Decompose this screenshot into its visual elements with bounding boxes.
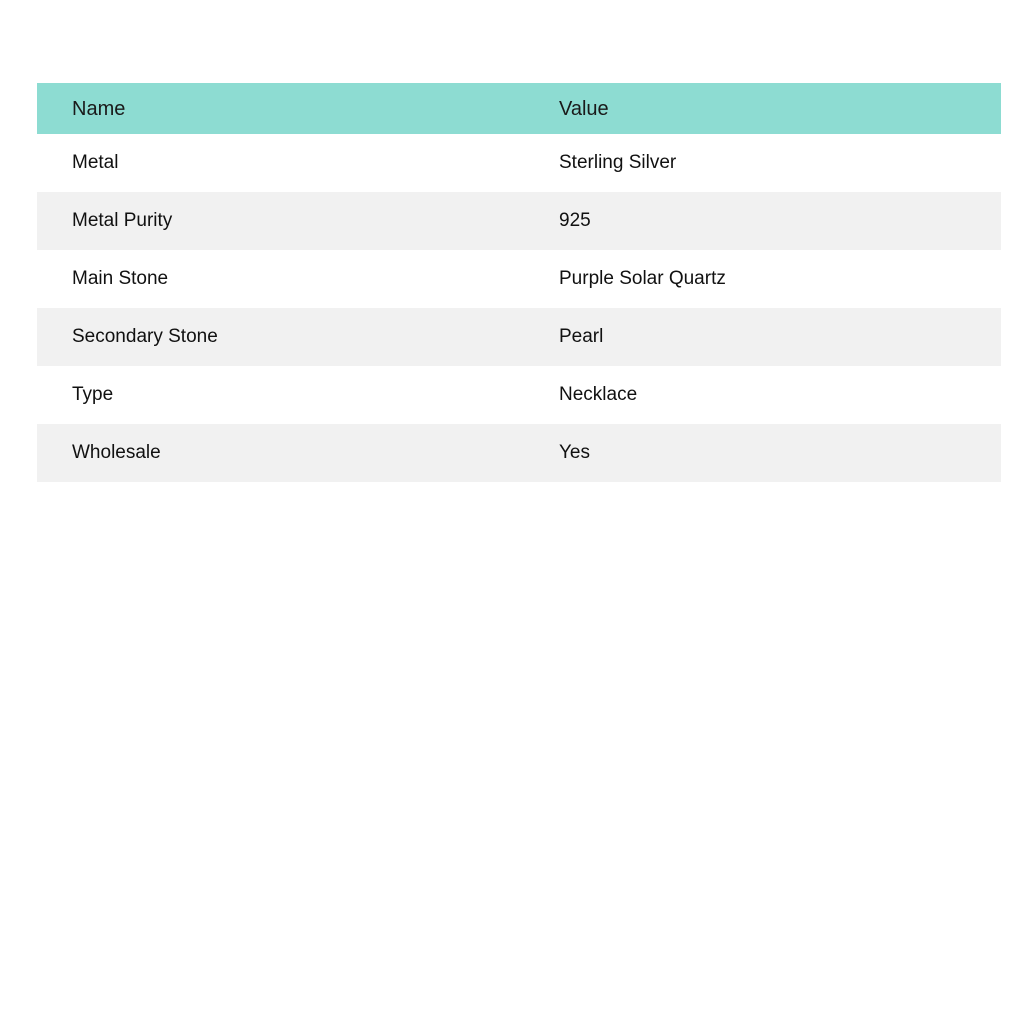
table-header (37, 83, 1001, 134)
cell-attribute-value: 925 (524, 192, 1001, 250)
cell-attribute-value: Pearl (524, 308, 1001, 366)
column-header-value: Value (524, 83, 1001, 134)
cell-attribute-name: Type (37, 366, 524, 424)
table-header-row (37, 83, 1001, 134)
table-row (37, 308, 1001, 366)
table-body (37, 134, 1001, 482)
cell-attribute-value: Yes (524, 424, 1001, 482)
cell-attribute-value: Necklace (524, 366, 1001, 424)
cell-attribute-name: Wholesale (37, 424, 524, 482)
cell-attribute-name: Metal (37, 134, 524, 192)
product-attributes-table (37, 83, 1001, 482)
table-row (37, 250, 1001, 308)
table-row (37, 134, 1001, 192)
column-header-name: Name (37, 83, 524, 134)
table-row (37, 192, 1001, 250)
cell-attribute-name: Main Stone (37, 250, 524, 308)
table-row (37, 366, 1001, 424)
table-row (37, 424, 1001, 482)
cell-attribute-value: Sterling Silver (524, 134, 1001, 192)
cell-attribute-name: Metal Purity (37, 192, 524, 250)
cell-attribute-value: Purple Solar Quartz (524, 250, 1001, 308)
cell-attribute-name: Secondary Stone (37, 308, 524, 366)
